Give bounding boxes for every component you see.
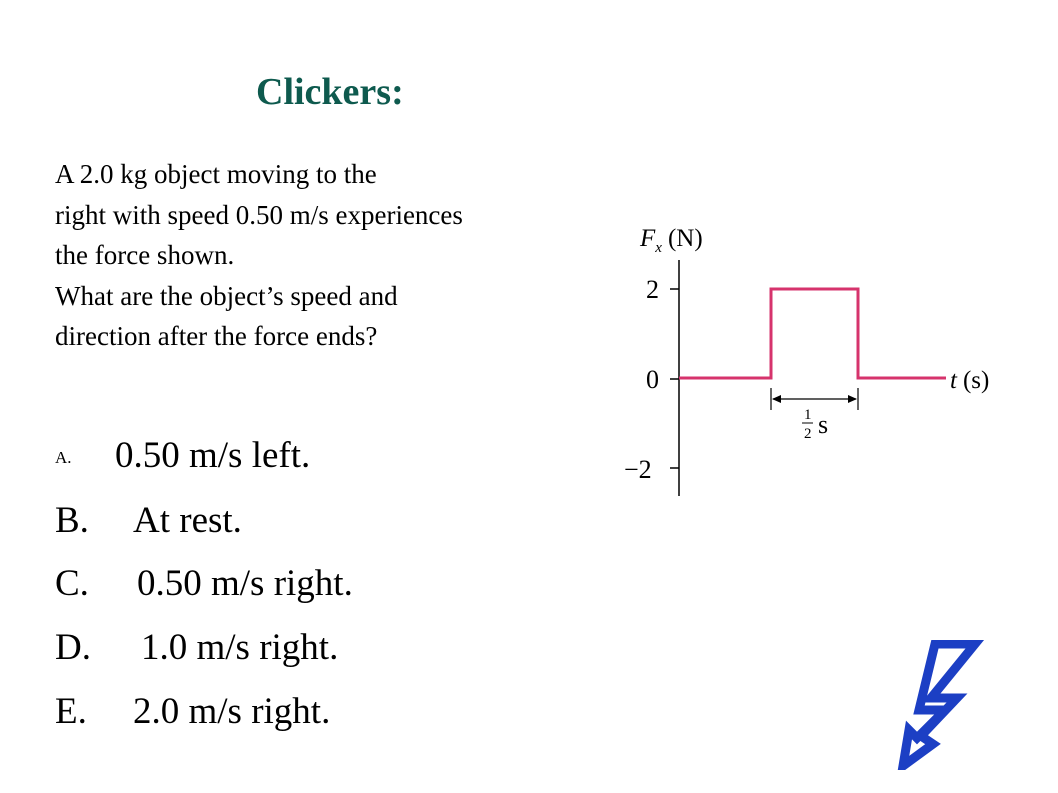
- question-line: A 2.0 kg object moving to the: [55, 159, 377, 189]
- option-text: At rest.: [133, 500, 242, 541]
- option-text: 2.0 m/s right.: [133, 691, 331, 732]
- x-axis-unit: (s): [962, 367, 990, 394]
- option-letter: B.: [55, 500, 89, 541]
- question-line: direction after the force ends?: [55, 321, 378, 351]
- question-text: [55, 154, 615, 357]
- dimension-arrowhead-right: [848, 395, 857, 403]
- option-a[interactable]: [55, 426, 310, 488]
- y-axis-symbol: F: [640, 225, 656, 252]
- y-axis-subscript: x: [655, 240, 662, 256]
- option-letter: C.: [55, 563, 89, 604]
- option-letter: E.: [55, 691, 87, 732]
- option-letter: D.: [55, 627, 91, 668]
- x-axis-label: [950, 367, 989, 394]
- y-tick-label-2: 2: [646, 275, 659, 304]
- option-b[interactable]: [55, 491, 242, 551]
- y-tick-label-0: 0: [646, 365, 659, 394]
- option-d[interactable]: [55, 618, 338, 678]
- width-unit: s: [818, 410, 829, 439]
- option-text: 1.0 m/s right.: [141, 627, 339, 668]
- option-c[interactable]: [55, 554, 353, 614]
- dimension-arrowhead-left: [772, 395, 781, 403]
- option-e[interactable]: [55, 682, 330, 742]
- option-letter: A.: [55, 448, 72, 467]
- x-axis-symbol: t: [950, 367, 957, 394]
- force-pulse-line: [679, 289, 946, 378]
- y-tick-label-neg2: −2: [624, 455, 652, 484]
- fraction-denominator: 2: [804, 426, 812, 442]
- y-axis-label: [639, 225, 703, 256]
- question-line: What are the object’s speed and: [55, 280, 398, 311]
- question-line: the force shown.: [55, 240, 235, 270]
- option-text: 0.50 m/s left.: [115, 435, 311, 476]
- option-text: 0.50 m/s right.: [137, 563, 353, 604]
- lightning-arrow-icon: [895, 640, 1005, 770]
- y-axis-unit: (N): [667, 225, 703, 252]
- slide-title: Clickers:: [256, 71, 404, 113]
- question-line: right with speed 0.50 m/s experiences: [55, 199, 463, 230]
- force-time-graph: [610, 210, 1030, 510]
- fraction-numerator: 1: [804, 407, 812, 423]
